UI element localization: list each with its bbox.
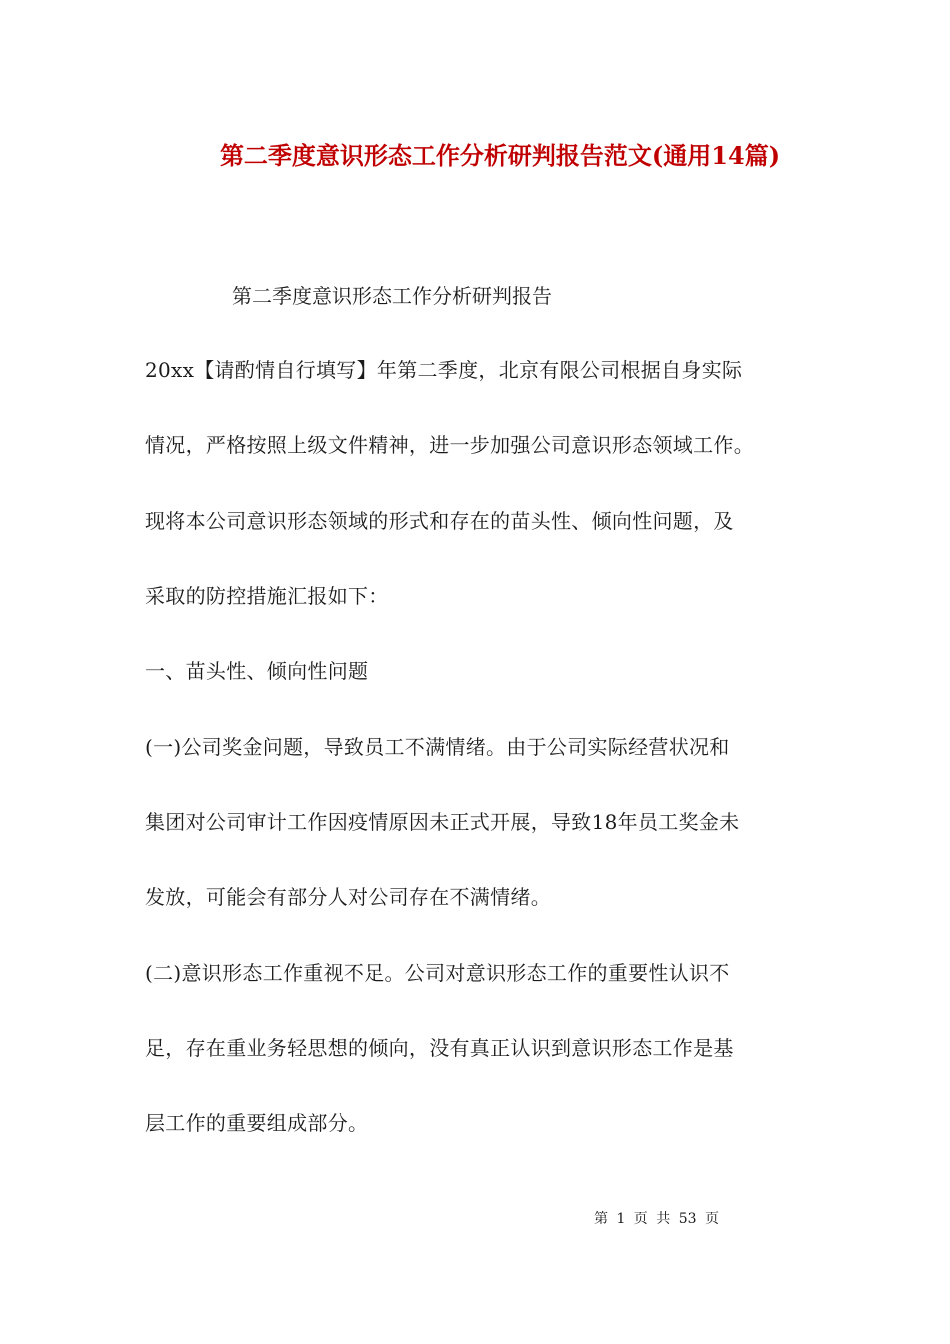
- document-subtitle: 第二季度意识形态工作分析研判报告: [232, 284, 552, 308]
- paragraph-line-6: (一)公司奖金问题，导致员工不满情绪。由于公司实际经营状况和: [145, 735, 730, 759]
- paragraph-line-2: 情况，严格按照上级文件精神，进一步加强公司意识形态领域工作。: [145, 433, 754, 457]
- paragraph-line-10: 足，存在重业务轻思想的倾向，没有真正认识到意识形态工作是基: [145, 1036, 734, 1060]
- paragraph-line-4: 采取的防控措施汇报如下：: [145, 584, 389, 608]
- paragraph-line-9: (二)意识形态工作重视不足。公司对意识形态工作的重要性认识不: [145, 961, 730, 985]
- section-heading: 一、苗头性、倾向性问题: [145, 659, 369, 683]
- page-number-footer: 第 1 页 共 53 页: [594, 1211, 719, 1227]
- paragraph-line-11: 层工作的重要组成部分。: [145, 1111, 369, 1135]
- paragraph-line-7: 集团对公司审计工作因疫情原因未正式开展，导致18年员工奖金未: [145, 810, 740, 834]
- paragraph-line-1: 20xx【请酌情自行填写】年第二季度，北京有限公司根据自身实际: [145, 358, 743, 382]
- paragraph-line-8: 发放，可能会有部分人对公司存在不满情绪。: [145, 885, 551, 909]
- document-title: 第二季度意识形态工作分析研判报告范文(通用14篇): [219, 141, 781, 170]
- paragraph-line-3: 现将本公司意识形态领域的形式和存在的苗头性、倾向性问题，及: [145, 509, 734, 533]
